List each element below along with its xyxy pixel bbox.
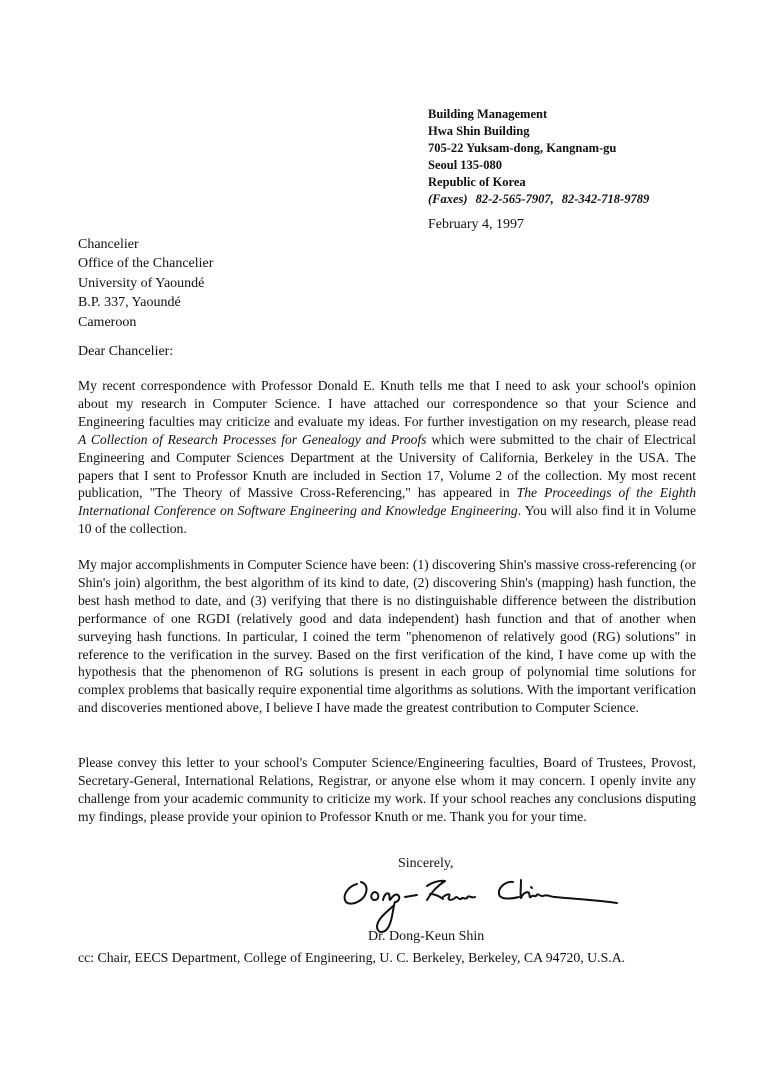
recipient-title: Chancelier xyxy=(78,237,139,252)
recipient-po-box: B.P. 337, Yaoundé xyxy=(78,295,181,311)
proceedings-title: The Proceedings of the Eighth International Conference on Software Engineering and Knowledge Engineering xyxy=(78,485,696,519)
collection-title: A Collection of Research Processes for Genealogy and Proofs xyxy=(78,431,427,447)
fax-number-2: 82-342-718-9789 xyxy=(561,192,650,206)
cc-line: cc: Chair, EECS Department, College of Engineering, U. C. Berkeley, Berkeley, CA 94720, U.S.A. xyxy=(78,950,626,965)
closing: Sincerely, xyxy=(398,856,454,871)
recipient-office: Office of the Chancelier xyxy=(78,256,214,272)
sender-faxes xyxy=(428,191,649,208)
sender-name: Building Management xyxy=(428,107,548,121)
sender-city: Seoul 135-080 xyxy=(428,158,502,172)
paragraph-2: My major accomplishments in Computer Science have been: (1) discovering Shin's massive cross-referencing (or Shin's join) algorithm, the best algorithm of its kind to date, (2) discovering Shin's (mapping) hash function, the best hash method to date, and (3) verifying that there is no distinguishable difference between the distribution performance of one RGDI (relatively good and data independent) hash function and that of another when surveying hash functions. In particular, I coined the term "phenomenon of relatively good (RG) solutions" in reference to the verification in the survey. Based on the first verification of the kind, I have come up with the hypothesis that the phenomenon of RG solutions is present in each group of polynomial time solutions for complex problems that basically require exponential time algorithms as solutions. With the important verification and discoveries mentioned above, I believe I have made the greatest contribution to Computer Science. xyxy=(78,557,696,716)
recipient-country: Cameroon xyxy=(78,314,137,330)
sender-street: 705-22 Yuksam-dong, Kangnam-gu xyxy=(428,141,617,155)
paragraph-1 xyxy=(78,377,696,538)
signer-name: Dr. Dong-Keun Shin xyxy=(368,929,485,944)
paragraph-3: Please convey this letter to your school's Computer Science/Engineering faculties, Board of Trustees, Provost, Secretary-General, International Relations, Registrar, or anyone else whom it may concern. I openly invite any challenge from your academic community to criticize my work. If your school reaches any conclusions disputing my findings, please provide your opinion to Professor Knuth or me. Thank you for your time. xyxy=(78,755,696,824)
letter-date: February 4, 1997 xyxy=(428,217,525,232)
salutation: Dear Chancelier: xyxy=(78,344,174,359)
recipient-university: University of Yaoundé xyxy=(78,275,205,291)
fax-number-1: 82-2-565-7907, xyxy=(475,192,554,206)
paragraph-1-text-c: . You will also find it in Volume 10 of the collection. xyxy=(78,503,696,537)
faxes-label: (Faxes) xyxy=(428,192,468,206)
recipient-address-block xyxy=(78,235,213,332)
sender-address-block xyxy=(428,106,649,208)
sender-country: Republic of Korea xyxy=(428,175,526,189)
paragraph-1-text-b: which were submitted to the chair of Electrical Engineering and Computer Sciences Department at the University of California, Berkeley in the USA. The papers that I sent to Professor Knuth are included in Section 17, Volume 2 of the collection. My most recent publication, "The Theory of Massive Cross-Referencing," has appeared in xyxy=(78,431,696,501)
sender-building: Hwa Shin Building xyxy=(428,124,530,138)
paragraph-1-text-a: My recent correspondence with Professor Donald E. Knuth tells me that I need to ask your school's opinion about my research in Computer Science. I have attached our correspondence so that your Science and Engineering faculties may criticize and evaluate my ideas. For further investigation on my research, please read xyxy=(78,378,696,429)
